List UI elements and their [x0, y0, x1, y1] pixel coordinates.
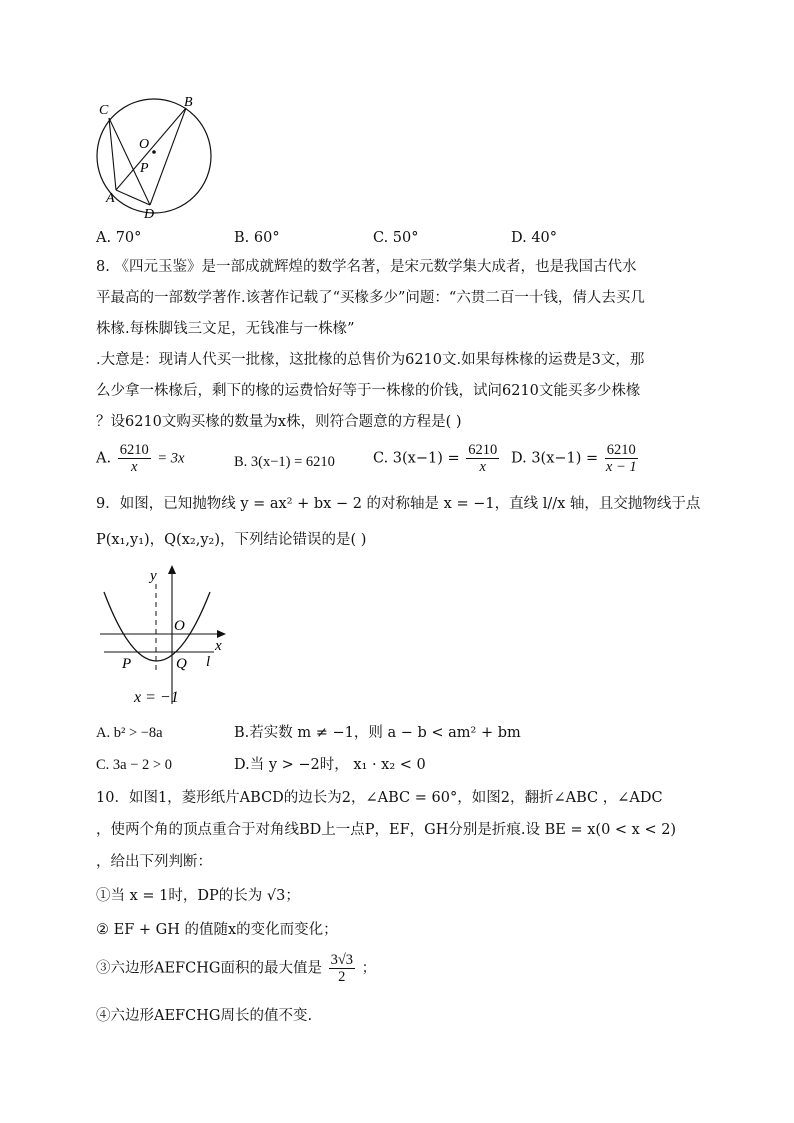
q9-line-1: 9．如图，已知抛物线 y = ax² + bx − 2 的对称轴是 x = −1，直线 l//x 轴，且交抛物线于点: [96, 496, 701, 512]
q8-line-4: .大意是：现请人代买一批椽，这批椽的总售价为6210文.如果每株椽的运费是3文，那: [96, 352, 645, 368]
q7-option-c: C. 50°: [373, 230, 419, 246]
q10-item-3-prefix: ③六边形AEFCHG面积的最大值是: [96, 960, 322, 977]
q8-line-3: 株椽.每株脚钱三文足，无钱准与一株椽”: [96, 321, 355, 337]
q9-option-a: A. b² > −8a: [96, 725, 163, 741]
q10-item-3-num: 3√3: [330, 952, 354, 968]
q8-option-d-prefix: D. 3(x−1) =: [511, 450, 599, 467]
q8-option-a: [96, 442, 184, 475]
q8-option-a-fraction: [118, 442, 151, 475]
q7-label-o: O: [139, 137, 150, 152]
q8-option-c-fraction: [466, 442, 499, 475]
q7-chord-bd: [150, 108, 186, 205]
q7-label-b: B: [184, 95, 193, 110]
q9-x-axis-arrow: [217, 630, 226, 638]
q8-option-a-rhs: = 3x: [157, 450, 185, 467]
q7-label-d: D: [144, 207, 155, 222]
q10-line-1: 10．如图1，菱形纸片ABCD的边长为2，∠ABC = 60°，如图2，翻折∠ABC ，∠ADC: [96, 790, 663, 806]
q10-item-4: ④六边形AEFCHG周长的值不变.: [96, 1008, 313, 1024]
q9-option-b: B.若实数 m ≠ −1，则 a − b < am² + bm: [234, 725, 521, 741]
q8-option-c: [373, 442, 501, 475]
q8-line-2: 平最高的一部数学著作.该著作记载了“买椽多少”问题：“六贯二百一十钱，倩人去买几: [96, 290, 645, 306]
q7-option-b: B. 60°: [234, 230, 280, 246]
q7-option-d: D. 40°: [511, 230, 558, 246]
q9-label-q: Q: [176, 656, 187, 672]
q8-option-b: B. 3(x−1) = 6210: [234, 454, 335, 470]
q9-parabola-figure: [96, 562, 236, 710]
q10-line-2: ，使两个角的顶点重合于对角线BD上一点P，EF，GH分别是折痕.设 BE = x(0 < x < 2): [96, 822, 677, 838]
q9-label-l: l: [206, 654, 211, 670]
q9-label-symmetry: x = −1: [134, 689, 179, 706]
q8-option-c-den: x: [479, 459, 486, 475]
q7-label-c: C: [99, 103, 109, 118]
q9-option-c: C. 3a − 2 > 0: [96, 757, 172, 773]
q10-item-3-fraction: [329, 952, 355, 985]
q9-line-2: P(x₁,y₁)，Q(x₂,y₂)，下列结论错误的是( ): [96, 532, 367, 548]
q7-label-p: P: [140, 161, 149, 176]
q9-label-o: O: [174, 618, 185, 634]
q8-option-d-den: x − 1: [605, 459, 637, 475]
q8-option-a-den: x: [130, 459, 138, 475]
q7-circle-figure: [92, 92, 232, 222]
q8-option-a-prefix: A.: [96, 450, 112, 467]
q7-label-a: A: [106, 191, 115, 206]
q9-option-d: D.当 y > −2时， x₁ · x₂ < 0: [234, 757, 426, 773]
q8-option-d: [511, 442, 640, 475]
q8-option-c-prefix: C. 3(x−1) =: [373, 450, 460, 467]
q8-option-d-num: 6210: [606, 442, 636, 458]
q8-option-c-num: 6210: [468, 442, 498, 458]
q9-y-axis-arrow: [168, 565, 176, 574]
q10-item-1: ①当 x = 1时，DP的长为 √3；: [96, 888, 300, 904]
q10-item-3-den: 2: [338, 969, 346, 985]
q10-line-3: ，给出下列判断：: [96, 854, 212, 870]
q7-chord-ca: [109, 118, 116, 190]
q7-option-a: A. 70°: [96, 230, 142, 246]
q9-label-x: x: [215, 638, 222, 654]
q10-item-3: [96, 952, 376, 985]
q9-parabola: [104, 592, 210, 661]
q10-item-3-suffix: ；: [361, 960, 377, 977]
q10-item-2: ② EF + GH 的值随x的变化而变化；: [96, 922, 338, 938]
q7-chord-ab: [116, 108, 186, 190]
q7-center-dot: [152, 150, 156, 154]
q8-option-a-num: 6210: [119, 442, 149, 458]
q9-label-p: P: [122, 656, 132, 672]
q8-line-1: 8. 《四元玉鉴》是一部成就辉煌的数学名著，是宋元数学集大成者，也是我国古代水: [96, 259, 637, 275]
q9-label-y: y: [150, 568, 157, 584]
q8-line-5: 么少拿一株椽后，剩下的椽的运费恰好等于一株椽的价钱，试问6210文能买多少株椽: [96, 383, 641, 399]
q8-line-6: ？设6210文购买椽的数量为x株，则符合题意的方程是( ): [96, 414, 462, 430]
q8-option-d-fraction: [605, 442, 638, 475]
